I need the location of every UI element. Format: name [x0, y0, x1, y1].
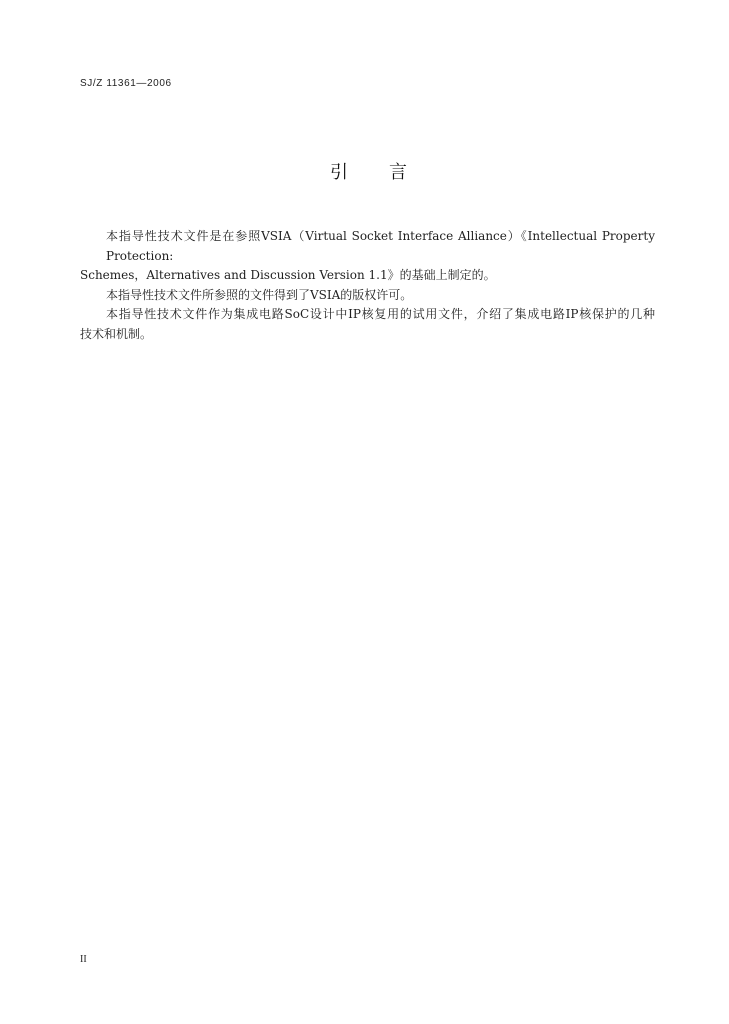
page-number: II [80, 954, 87, 965]
paragraph-3 [80, 305, 655, 344]
standard-code-header: SJ/Z 11361—2006 [80, 78, 172, 89]
page-title-char-2: 言 [389, 162, 407, 183]
paragraph-2 [80, 286, 655, 306]
paragraph-line: 本指导性技术文件是在参照VSIA（Virtual Socket Interface Alliance）《Intellectual Property Protection: [106, 229, 655, 263]
paragraph-line: 本指导性技术文件作为集成电路SoC设计中IP核复用的试用文件，介绍了集成电路IP核保护的几种 [106, 307, 655, 322]
paragraph-line: 技术和机制。 [80, 326, 153, 341]
paragraph-line: 本指导性技术文件所参照的文件得到了VSIA的版权许可。 [106, 287, 413, 302]
paragraph-line: Schemes，Alternatives and Discussion Version 1.1》的基础上制定的。 [80, 268, 496, 283]
paragraph-1 [80, 227, 655, 286]
page-title-char-1: 引 [330, 162, 348, 183]
introduction-body [80, 227, 655, 345]
